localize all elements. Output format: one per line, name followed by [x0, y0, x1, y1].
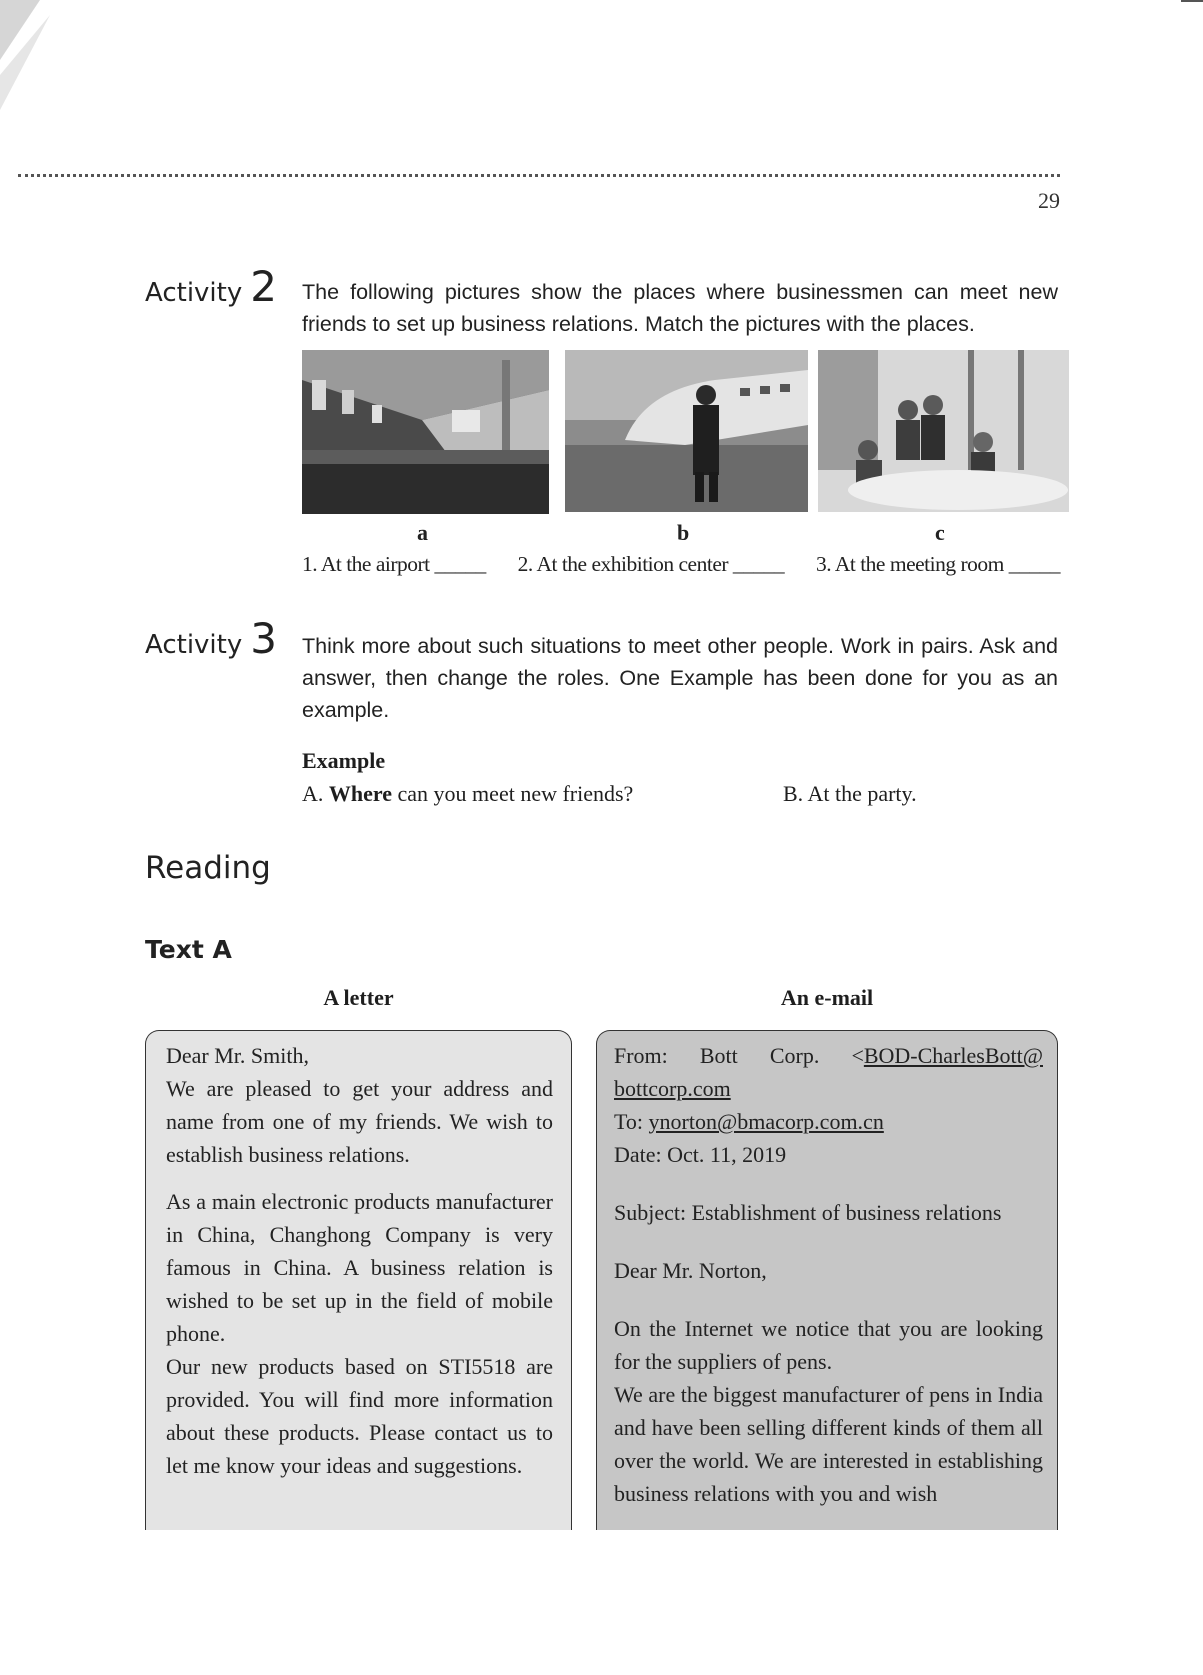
match-item-meeting-room: 3. At the meeting room _____ [816, 552, 1060, 576]
activity-3-heading [145, 614, 277, 663]
email-from [614, 1039, 1043, 1105]
activity-3-instruction: Think more about such situations to meet other people. Work in pairs. Ask and answer, then change the roles. One Example has been done for you as an example. [302, 634, 1058, 722]
email-salutation: Dear Mr. Norton, [614, 1258, 767, 1283]
email-subject: Subject: Establishment of business relations [614, 1200, 1002, 1225]
email-from-link[interactable]: BOD-CharlesBott@ bottcorp.com [614, 1043, 1043, 1101]
email-to-label: To: [614, 1109, 649, 1134]
email-date: Date: Oct. 11, 2019 [614, 1142, 787, 1167]
letter-paragraph-3: Our new products based on STI5518 are provided. You will find more information about these products. Please contact us to let me know your ideas and suggestions. [166, 1354, 553, 1478]
activity-2-instruction: The following pictures show the places where businessmen can meet new friends to set up business relations. Match the pictures with the places. [302, 280, 1058, 336]
activity-2-heading [145, 262, 277, 311]
example-answer: B. At the party. [783, 781, 917, 806]
match-item-exhibition: 2. At the exhibition center _____ [517, 552, 785, 576]
email-to [614, 1105, 1043, 1138]
example-question [302, 781, 633, 807]
letter-box [145, 1030, 572, 1530]
page-number: 29 [1038, 188, 1060, 213]
letter-title: A letter [323, 985, 394, 1010]
text-a-title: Text A [145, 935, 232, 964]
activity-word: Activity [145, 630, 243, 660]
activity-word: Activity [145, 278, 243, 308]
activity-number: 3 [250, 614, 277, 663]
corner-decoration [0, 0, 60, 110]
photo-meeting-room [818, 350, 1069, 512]
photo-exhibition-hall [302, 350, 549, 514]
email-paragraph-2: We are the biggest manufacturer of pens in India and have been selling different kinds of them all over the world. We are interested in establishing business relations with you and wish [614, 1382, 1043, 1506]
letter-paragraph-1: We are pleased to get your address and name from one of my friends. We wish to establish business relations. [166, 1076, 553, 1167]
question-keyword: Where [328, 781, 393, 806]
photo-label-c: c [935, 520, 945, 545]
header-dotted-rule [18, 174, 1060, 177]
email-paragraph-1: On the Internet we notice that you are looking for the suppliers of pens. [614, 1316, 1043, 1374]
activity-number: 2 [250, 262, 277, 311]
letter-paragraph-2: As a main electronic products manufacturer in China, Changhong Company is very famous in China. A business relation is wished to be set up in the field of mobile phone. [166, 1189, 553, 1346]
match-item-airport: 1. At the airport _____ [302, 552, 486, 576]
email-to-link[interactable]: ynorton@bmacorp.com.cn [648, 1109, 884, 1134]
photo-label-b: b [677, 520, 690, 545]
email-from-label: From: Bott Corp. < [614, 1043, 864, 1068]
photo-label-a: a [417, 520, 428, 545]
reading-title: Reading [145, 850, 271, 886]
top-tick-mark [1181, 0, 1203, 2]
letter-salutation: Dear Mr. Smith, [166, 1043, 309, 1068]
email-title: An e-mail [780, 985, 874, 1010]
photo-airport [565, 350, 808, 512]
example-label: Example [302, 748, 386, 773]
matching-items [302, 552, 1060, 577]
question-prefix: A. [302, 781, 329, 806]
question-rest: can you meet new friends? [392, 781, 634, 806]
email-box [596, 1030, 1058, 1530]
